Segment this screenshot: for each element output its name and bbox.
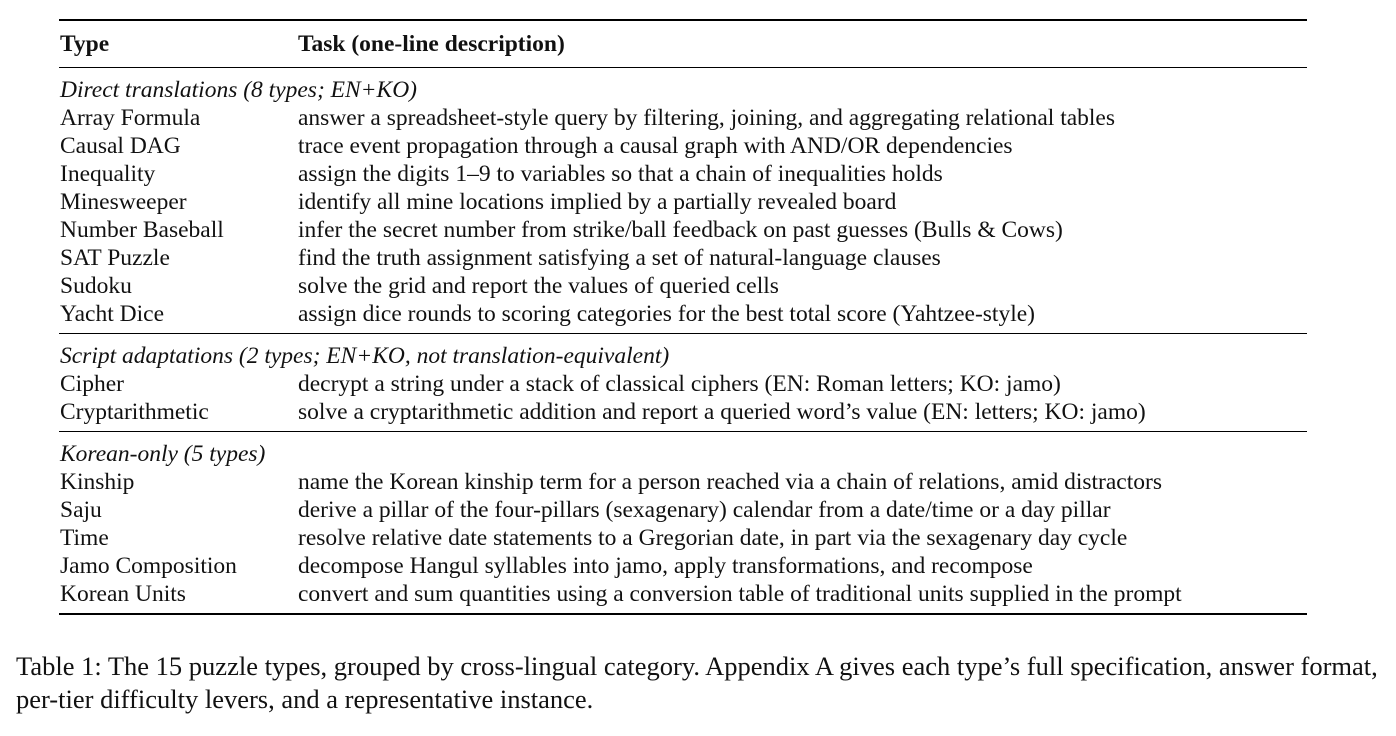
task-cell: solve a cryptarithmetic addition and report a queried word’s value (EN: letters; KO: jamo) [298,399,1146,425]
group-korean-only [59,432,1307,613]
table-row [59,272,1307,300]
task-cell: trace event propagation through a causal graph with AND/OR dependencies [298,133,1013,159]
puzzle-types-table [59,19,1307,615]
task-cell: convert and sum quantities using a conversion table of traditional units supplied in the prompt [298,581,1182,607]
table-row [59,188,1307,216]
table-row [59,370,1307,398]
table-row [59,300,1307,328]
table-row [59,104,1307,132]
task-cell: infer the secret number from strike/ball feedback on past guesses (Bulls & Cows) [298,217,1063,243]
table-row [59,580,1307,608]
table-header-row [59,21,1307,67]
type-cell: Kinship [60,469,135,495]
table-row [59,160,1307,188]
table-caption: Table 1: The 15 puzzle types, grouped by cross-lingual category. Appendix A gives each type’s full specification, answer format, per-tier difficulty levers, and a representative instance. [16,651,1378,714]
table-row [59,552,1307,580]
type-cell: Yacht Dice [60,301,164,327]
type-cell: Cipher [60,371,124,397]
header-type: Type [60,31,110,57]
table-row [59,524,1307,552]
group-title: Script adaptations (2 types; EN+KO, not translation-equivalent) [60,343,670,369]
task-cell: solve the grid and report the values of queried cells [298,273,779,299]
type-cell: Causal DAG [60,133,181,159]
table-row [59,132,1307,160]
group-script-adaptations [59,334,1307,431]
bottom-rule [59,613,1307,615]
task-cell: decrypt a string under a stack of classical ciphers (EN: Roman letters; KO: jamo) [298,371,1061,397]
type-cell: Sudoku [60,273,132,299]
type-cell: Number Baseball [60,217,224,243]
task-cell: name the Korean kinship term for a person reached via a chain of relations, amid distractors [298,469,1162,495]
group-title: Korean-only (5 types) [60,441,266,467]
task-cell: identify all mine locations implied by a partially revealed board [298,189,897,215]
task-cell: assign dice rounds to scoring categories for the best total score (Yahtzee-style) [298,301,1035,327]
table-row [59,398,1307,426]
type-cell: Jamo Composition [60,553,237,579]
type-cell: Inequality [60,161,156,187]
table-row [59,216,1307,244]
type-cell: Array Formula [60,105,201,131]
group-title: Direct translations (8 types; EN+KO) [60,77,418,103]
task-cell: resolve relative date statements to a Gregorian date, in part via the sexagenary day cycle [298,525,1128,551]
type-cell: Saju [60,497,102,523]
task-cell: derive a pillar of the four-pillars (sexagenary) calendar from a date/time or a day pillar [298,497,1111,523]
header-task: Task (one-line description) [298,31,565,57]
task-cell: assign the digits 1–9 to variables so that a chain of inequalities holds [298,161,943,187]
task-cell: answer a spreadsheet-style query by filtering, joining, and aggregating relational tables [298,105,1116,131]
group-direct-translations [59,68,1307,333]
table-row [59,496,1307,524]
type-cell: SAT Puzzle [60,245,170,271]
type-cell: Time [60,525,109,551]
type-cell: Korean Units [60,581,186,607]
type-cell: Minesweeper [60,189,187,215]
task-cell: decompose Hangul syllables into jamo, apply transformations, and recompose [298,553,1033,579]
type-cell: Cryptarithmetic [60,399,209,425]
table-row [59,244,1307,272]
table-row [59,468,1307,496]
task-cell: find the truth assignment satisfying a set of natural-language clauses [298,245,941,271]
